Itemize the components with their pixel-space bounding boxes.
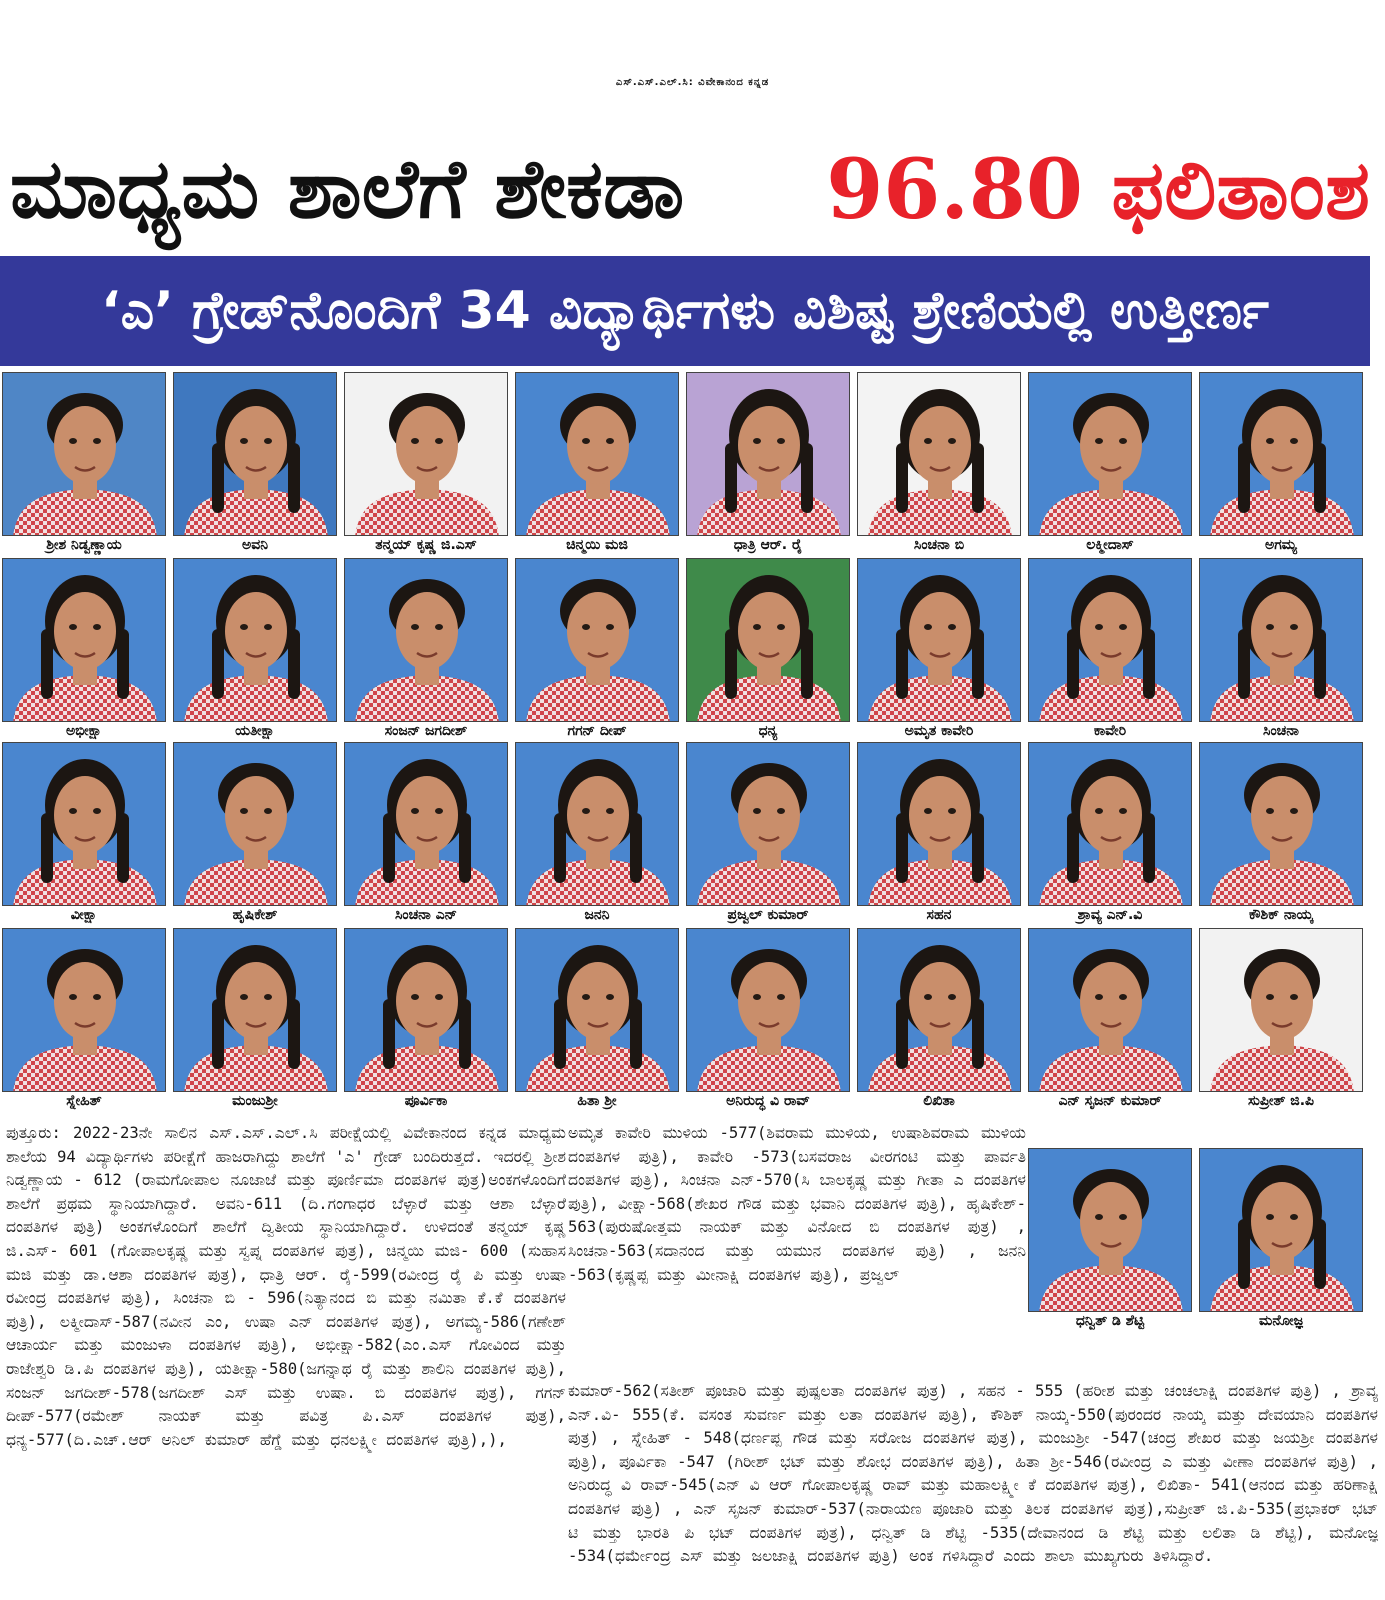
portrait-silhouette-icon xyxy=(345,373,508,536)
portrait-silhouette-icon xyxy=(516,929,679,1092)
portrait-silhouette-icon xyxy=(3,929,166,1092)
student-photo xyxy=(173,558,337,722)
portrait-silhouette-icon xyxy=(1029,559,1192,722)
student-photo xyxy=(1199,742,1363,906)
student-card xyxy=(515,558,679,740)
portrait-silhouette-icon xyxy=(3,559,166,722)
portrait-silhouette-icon xyxy=(345,929,508,1092)
portrait-silhouette-icon xyxy=(345,559,508,722)
student-name: ಧನ್ವಿತ್ ಡಿ ಶೆಟ್ಟಿ xyxy=(1075,1313,1145,1329)
student-name: ಪ್ರಜ್ವಲ್ ಕುಮಾರ್ xyxy=(727,907,809,923)
student-photo xyxy=(2,928,166,1092)
headline-line-2-text: ಮಾಧ್ಯಮ ಶಾಲೆಗೆ ಶೇಕಡಾ xyxy=(10,142,685,237)
student-photo xyxy=(1028,928,1192,1092)
student-name: ಹೃಷಿಕೇಶ್ xyxy=(232,907,278,923)
student-photo xyxy=(344,372,508,536)
student-photo xyxy=(1199,1148,1363,1312)
student-card xyxy=(2,372,166,554)
student-photo xyxy=(2,558,166,722)
portrait-silhouette-icon xyxy=(858,559,1021,722)
student-name: ಎನ್ ಸೃಜನ್ ಕುಮಾರ್ xyxy=(1058,1093,1162,1109)
student-photo xyxy=(1199,372,1363,536)
portrait-silhouette-icon xyxy=(687,559,850,722)
student-photo xyxy=(857,558,1021,722)
student-photo xyxy=(857,372,1021,536)
portrait-silhouette-icon xyxy=(1200,743,1363,906)
student-card xyxy=(173,928,337,1110)
portrait-silhouette-icon xyxy=(1200,929,1363,1092)
student-card xyxy=(686,558,850,740)
student-photo xyxy=(1028,558,1192,722)
portrait-silhouette-icon xyxy=(1029,1149,1192,1312)
portrait-silhouette-icon xyxy=(174,929,337,1092)
headline-line-1: ಎಸ್.ಎಸ್.ಎಲ್.ಸಿ: ವಿವೇಕಾನಂದ ಕನ್ನಡ xyxy=(615,77,770,88)
student-name: ಸ್ನೇಹಿತ್ xyxy=(66,1093,102,1109)
portrait-silhouette-icon xyxy=(174,743,337,906)
student-photo xyxy=(173,928,337,1092)
portrait-silhouette-icon xyxy=(687,373,850,536)
student-card xyxy=(344,742,508,924)
portrait-silhouette-icon xyxy=(174,559,337,722)
student-photo xyxy=(2,372,166,536)
student-name: ಕಾವೇರಿ xyxy=(1093,723,1127,739)
student-photo xyxy=(686,372,850,536)
student-name: ಶ್ರಾವ್ಯ ಎನ್.ವಿ xyxy=(1077,907,1143,923)
portrait-silhouette-icon xyxy=(3,373,166,536)
student-name: ಅಭೀಕ್ಷಾ xyxy=(65,723,103,739)
student-photo xyxy=(173,372,337,536)
student-name: ಶ್ರೀಶ ನಿಡ್ವಣ್ಣಾಯ xyxy=(46,537,122,553)
portrait-silhouette-icon xyxy=(516,743,679,906)
student-name: ಲಿಖಿತಾ xyxy=(923,1093,955,1109)
student-photo xyxy=(515,558,679,722)
student-name: ಲಕ್ಮೀದಾಸ್ xyxy=(1086,537,1134,553)
student-name: ಸಿಂಚನಾ ಎನ್ xyxy=(394,907,458,923)
student-name: ಧಾತ್ರಿ ಆರ್. ರೈ xyxy=(733,537,803,553)
student-card xyxy=(1028,1148,1192,1330)
portrait-silhouette-icon xyxy=(1029,929,1192,1092)
student-name: ಅಮೃತ ಕಾವೇರಿ xyxy=(904,723,974,739)
student-name: ಮನೋಜ್ಞ xyxy=(1259,1313,1303,1329)
student-photo xyxy=(2,742,166,906)
student-name: ಚಿನ್ಮಯಿ ಮಜಿ xyxy=(566,537,628,553)
article-paragraph-1: ಪುತ್ತೂರು: 2022-23ನೇ ಸಾಲಿನ ಎಸ್.ಎಸ್.ಎಲ್.ಸಿ ಪರೀಕ್ಷೆಯಲ್ಲಿ ವಿವೇಕಾನಂದ ಕನ್ನಡ ಮಾಧ್ಯಮ ಶಾಲೆಯ 94 ವಿದ್ಯಾರ್ಥಿಗಳು ಪರೀಕ್ಷೆಗೆ ಹಾಜರಾಗಿದ್ದು ಶಾಲೆಗೆ 'ಎ' ಗ್ರೇಡ್ ಬಂದಿರುತ್ತದೆ. ಇದರಲ್ಲಿ ಶ್ರೀಶ ನಿಡ್ವಣ್ಣಾಯ - 612 (ರಾಮಗೋಪಾಲ ನೂಜಾಜೆ ಮತ್ತು ಪೂರ್ಣಿಮಾ ದಂಪತಿಗಳ ಪುತ್ರ)ಅಂಕಗಳೊಂದಿಗೆ ಶಾಲೆಗೆ ಪ್ರಥಮ ಸ್ಥಾನಿಯಾಗಿದ್ದಾರೆ. ಅವನಿ-611 (ದಿ.ಗಂಗಾಧರ ಬೆಳ್ಳಾರೆ ಮತ್ತು ಆಶಾ ಬೆಳ್ಳಾರೆ ದಂಪತಿಗಳ ಪುತ್ರಿ) ಅಂಕಗಳೊಂದಿಗೆ ಶಾಲೆಗೆ ದ್ವಿತೀಯ ಸ್ಥಾನಿಯಾಗಿದ್ದಾರೆ. ಉಳಿದಂತೆ ತನ್ಮಯ್ ಕೃಷ್ಣ ಜಿ.ಎಸ್- 601 (ಗೋಪಾಲಕೃಷ್ಣ ಮತ್ತು ಸ್ವಪ್ನ ದಂಪತಿಗಳ ಪುತ್ರ), ಚಿನ್ಮಯಿ ಮಜಿ- 600 (ಸುಹಾಸ ಮಜಿ ಮತ್ತು ಡಾ.ಆಶಾ ದಂಪತಿಗಳ ಪುತ್ರ), ಧಾತ್ರಿ ಆರ್. ರೈ-599(ರವೀಂದ್ರ ರೈ ಪಿ ಮತ್ತು ಉಷಾ ರವೀಂದ್ರ ದಂಪತಿಗಳ ಪುತ್ರಿ), ಸಿಂಚನಾ ಬಿ - 596(ನಿತ್ಯಾನಂದ ಬಿ ಮತ್ತು ನಮಿತಾ ಕೆ.ಕೆ ದಂಪತಿಗಳ ಪುತ್ರಿ), ಲಕ್ಮೀದಾಸ್-587(ನವೀನ ಎಂ, ಉಷಾ ಎನ್ ದಂಪತಿಗಳ ಪುತ್ರ), ಅಗಮ್ಯ-586(ಗಣೇಶ್ ಆಚಾರ್ಯ ಮತ್ತು ಮಂಜುಳಾ ದಂಪತಿಗಳ ಪುತ್ರಿ), ಅಭೀಕ್ಷಾ-582(ಎಂ.ಎಸ್ ಗೋವಿಂದ ಮತ್ತು ರಾಜೇಶ್ವರಿ ಡಿ.ಪಿ ದಂಪತಿಗಳ ಪುತ್ರಿ), ಯತೀಕ್ಷಾ-580(ಜಗನ್ನಾಥ ರೈ ಮತ್ತು ಶಾಲಿನಿ ದಂಪತಿಗಳ ಪುತ್ರಿ), ಸಂಜನ್ ಜಗದೀಶ್-578(ಜಗದೀಶ್ ಎಸ್ ಮತ್ತು ಉಷಾ. ಬಿ ದಂಪತಿಗಳ ಪುತ್ರ), ಗಗನ್ ದೀಪ್-577(ರಮೇಶ್ ನಾಯಕ್ ಮತ್ತು ಪವಿತ್ರ ಪಿ.ಎಸ್ ದಂಪತಿಗಳ ಪುತ್ರ), ಧನ್ಯ-577(ದಿ.ಎಚ್.ಆರ್ ಅನಿಲ್ ಕುಮಾರ್ ಹೆಗ್ಡೆ ಮತ್ತು ಧನಲಕ್ಷ್ಮೀ ದಂಪತಿಗಳ ಪುತ್ರಿ),), xyxy=(6,1124,566,1449)
student-card xyxy=(1028,558,1192,740)
article-column-2-bottom xyxy=(568,1380,1378,1569)
student-card xyxy=(173,742,337,924)
portrait-silhouette-icon xyxy=(858,929,1021,1092)
portrait-silhouette-icon xyxy=(3,743,166,906)
student-name: ಪೂರ್ವಿಕಾ xyxy=(404,1093,448,1109)
student-card xyxy=(686,742,850,924)
portrait-silhouette-icon xyxy=(174,373,337,536)
student-name: ವೀಕ್ಷಾ xyxy=(70,907,98,923)
portrait-silhouette-icon xyxy=(687,929,850,1092)
student-card xyxy=(1028,742,1192,924)
student-card xyxy=(344,372,508,554)
student-photo xyxy=(515,372,679,536)
portrait-silhouette-icon xyxy=(1200,559,1363,722)
article-paragraph-3: ಕುಮಾರ್-562(ಸತೀಶ್ ಪೂಜಾರಿ ಮತ್ತು ಪುಷ್ಪಲತಾ ದಂಪತಿಗಳ ಪುತ್ರ) , ಸಹನ - 555 (ಹರೀಶ ಮತ್ತು ಚಂಚಲಾಕ್ಷಿ ದಂಪತಿಗಳ ಪುತ್ರಿ) , ಶ್ರಾವ್ಯ ಎನ್.ವಿ- 555(ಕೆ. ವಸಂತ ಸುವರ್ಣ ಮತ್ತು ಲತಾ ದಂಪತಿಗಳ ಪುತ್ರಿ), ಕೌಶಿಕ್ ನಾಯ್ಕ-550(ಪುರಂದರ ನಾಯ್ಕ ಮತ್ತು ದೇವಯಾನಿ ದಂಪತಿಗಳ ಪುತ್ರ) , ಸ್ನೇಹಿತ್ - 548(ಧರ್ಣಪ್ಪ ಗೌಡ ಮತ್ತು ಸರೋಜ ದಂಪತಿಗಳ ಪುತ್ರ), ಮಂಜುಶ್ರೀ -547(ಚಂದ್ರ ಶೇಖರ ಮತ್ತು ಜಯಶ್ರೀ ದಂಪತಿಗಳ ಪುತ್ರಿ), ಪೂರ್ವಿಕಾ -547 (ಗಿರೀಶ್ ಭಟ್ ಮತ್ತು ಶೋಭ ದಂಪತಿಗಳ ಪುತ್ರಿ), ಹಿತಾ ಶ್ರೀ-546(ರವೀಂದ್ರ ಎ ಮತ್ತು ವೀಣಾ ದಂಪತಿಗಳ ಪುತ್ರಿ) , ಅನಿರುದ್ಧ ವಿ ರಾವ್-545(ಎನ್ ವಿ ಆರ್ ಗೋಪಾಲಕೃಷ್ಣ ರಾವ್ ಮತ್ತು ಮಹಾಲಕ್ಷ್ಮೀ ಕೆ ದಂಪತಿಗಳ ಪುತ್ರ), ಲಿಖಿತಾ- 541(ಆನಂದ ಮತ್ತು ಹರಿಣಾಕ್ಷಿ ದಂಪತಿಗಳ ಪುತ್ರಿ) , ಎನ್ ಸೃಜನ್ ಕುಮಾರ್-537(ನಾರಾಯಣ ಪೂಜಾರಿ ಮತ್ತು ತಿಲಕ ದಂಪತಿಗಳ ಪುತ್ರ),ಸುಪ್ರೀತ್ ಜಿ.ಪಿ-535(ಪ್ರಭಾಕರ್ ಭಟ್ ಟಿ ಮತ್ತು ಭಾರತಿ ಪಿ ಭಟ್ ದಂಪತಿಗಳ ಪುತ್ರ), ಧನ್ವಿತ್ ಡಿ ಶೆಟ್ಟಿ -535(ದೇವಾನಂದ ಡಿ ಶೆಟ್ಟಿ ಮತ್ತು ಲಲಿತಾ ಡಿ ಶೆಟ್ಟಿ), ಮನೋಜ್ಞ -534(ಧರ್ಮೇಂದ್ರ ಎಸ್ ಮತ್ತು ಜಲಜಾಕ್ಷಿ ದಂಪತಿಗಳ ಪುತ್ರಿ) ಅಂಕ ಗಳಿಸಿದ್ದಾರೆ ಎಂದು ಶಾಲಾ ಮುಖ್ಯಗುರು ತಿಳಿಸಿದ್ದಾರೆ. xyxy=(568,1382,1378,1566)
portrait-silhouette-icon xyxy=(687,743,850,906)
student-name: ತನ್ಮಯ್ ಕೃಷ್ಣ ಜಿ.ಎಸ್ xyxy=(375,537,477,553)
portrait-silhouette-icon xyxy=(516,559,679,722)
student-card xyxy=(1028,928,1192,1110)
headline xyxy=(0,0,1385,250)
student-card xyxy=(686,928,850,1110)
student-name: ಸಿಂಚನಾ xyxy=(1263,723,1299,739)
student-photo xyxy=(1028,372,1192,536)
portrait-silhouette-icon xyxy=(1029,743,1192,906)
student-card xyxy=(173,558,337,740)
student-name: ಅನಿರುದ್ಧ ವಿ ರಾವ್ xyxy=(726,1093,810,1109)
student-photo xyxy=(857,742,1021,906)
subheadline-text: ‘ಎ’ ಗ್ರೇಡ್‌ನೊಂದಿಗೆ 34 ವಿದ್ಯಾರ್ಥಿಗಳು ವಿಶಿಷ್ಟ ಶ್ರೇಣಿಯಲ್ಲಿ ಉತ್ತೀರ್ಣ xyxy=(101,281,1269,341)
student-card xyxy=(686,372,850,554)
student-name: ಕೌಶಿಕ್ ನಾಯ್ಕ xyxy=(1249,907,1313,923)
student-card xyxy=(2,928,166,1110)
student-card xyxy=(857,372,1021,554)
student-card xyxy=(1028,372,1192,554)
student-photo xyxy=(344,742,508,906)
student-card xyxy=(1199,742,1363,924)
student-name: ಅಗಮ್ಯ xyxy=(1264,537,1298,553)
article-column-1 xyxy=(6,1122,566,1452)
student-card xyxy=(1199,372,1363,554)
student-card xyxy=(515,928,679,1110)
portrait-silhouette-icon xyxy=(858,373,1021,536)
student-photo xyxy=(1028,742,1192,906)
student-name: ಹಿತಾ ಶ್ರೀ xyxy=(577,1093,617,1109)
headline-line-2 xyxy=(10,140,1380,250)
student-name: ಸಂಜನ್ ಜಗದೀಶ್ xyxy=(384,723,468,739)
student-name: ಗಗನ್ ದೀಪ್ xyxy=(567,723,627,739)
student-photo xyxy=(515,742,679,906)
portrait-silhouette-icon xyxy=(1029,373,1192,536)
student-name: ಅವನಿ xyxy=(242,537,268,553)
student-card xyxy=(2,742,166,924)
student-photo xyxy=(344,558,508,722)
student-card xyxy=(173,372,337,554)
portrait-silhouette-icon xyxy=(516,373,679,536)
portrait-silhouette-icon xyxy=(858,743,1021,906)
student-photo xyxy=(1199,928,1363,1092)
student-name: ಸುಪ್ರೀತ್ ಜಿ.ಪಿ xyxy=(1247,1093,1315,1109)
student-card xyxy=(515,742,679,924)
student-card xyxy=(857,558,1021,740)
subheadline-banner xyxy=(0,256,1370,366)
student-card xyxy=(1199,558,1363,740)
student-photo xyxy=(173,742,337,906)
article-column-2-top xyxy=(568,1122,1026,1287)
student-name: ಸಿಂಚನಾ ಬಿ xyxy=(913,537,965,553)
student-name: ಮಂಜುಶ್ರೀ xyxy=(232,1093,278,1109)
student-photo xyxy=(857,928,1021,1092)
headline-result-highlight: 96.80 ಫಲಿತಾಂಶ xyxy=(826,142,1370,238)
student-photo xyxy=(686,742,850,906)
student-card xyxy=(857,742,1021,924)
student-photo xyxy=(686,928,850,1092)
student-photo xyxy=(515,928,679,1092)
student-card xyxy=(857,928,1021,1110)
student-name: ಯತೀಕ್ಷಾ xyxy=(235,723,275,739)
student-card xyxy=(2,558,166,740)
student-photo xyxy=(686,558,850,722)
student-card xyxy=(344,558,508,740)
student-photo xyxy=(1028,1148,1192,1312)
portrait-silhouette-icon xyxy=(1200,373,1363,536)
portrait-silhouette-icon xyxy=(345,743,508,906)
student-name: ಧನ್ಯ xyxy=(758,723,778,739)
student-card xyxy=(515,372,679,554)
student-photo xyxy=(344,928,508,1092)
student-photo xyxy=(1199,558,1363,722)
student-card xyxy=(1199,1148,1363,1330)
portrait-silhouette-icon xyxy=(1200,1149,1363,1312)
student-card xyxy=(1199,928,1363,1110)
article-paragraph-2: ಅಮೃತ ಕಾವೇರಿ ಮುಳಿಯ -577(ಶಿವರಾಮ ಮುಳಿಯ, ಉಷಾಶಿವರಾಮ ಮುಳಿಯ ದಂಪತಿಗಳ ಪುತ್ರಿ), ಕಾವೇರಿ -573(ಬಸವರಾಜ ವೀರಗಂಟಿ ಮತ್ತು ಪಾರ್ವತಿ ದಂಪತಿಗಳ ಪುತ್ರಿ), ಸಿಂಚನಾ ಎನ್-570(ಸಿ ಬಾಲಕೃಷ್ಣ ಮತ್ತು ಗೀತಾ ಎ ದಂಪತಿಗಳ ಪುತ್ರಿ), ವೀಕ್ಷಾ-568(ಶೇಖರ ಗೌಡ ಮತ್ತು ಭವಾನಿ ದಂಪತಿಗಳ ಪುತ್ರಿ), ಹೃಷಿಕೇಶ್- 563(ಪುರುಷೋತ್ತಮ ನಾಯಕ್ ಮತ್ತು ವಿನೋದ ಬಿ ದಂಪತಿಗಳ ಪುತ್ರ) , ಸಿಂಚನಾ-563(ಸದಾನಂದ ಮತ್ತು ಯಮುನ ದಂಪತಿಗಳ ಪುತ್ರಿ) , ಜನನಿ -563(ಕೃಷ್ಣಪ್ಪ ಮತ್ತು ಮೀನಾಕ್ಷಿ ದಂಪತಿಗಳ ಪುತ್ರಿ), ಪ್ರಜ್ವಲ್ xyxy=(568,1124,1026,1284)
student-name: ಸಹನ xyxy=(926,907,952,923)
student-name: ಜನನಿ xyxy=(584,907,610,923)
student-card xyxy=(344,928,508,1110)
